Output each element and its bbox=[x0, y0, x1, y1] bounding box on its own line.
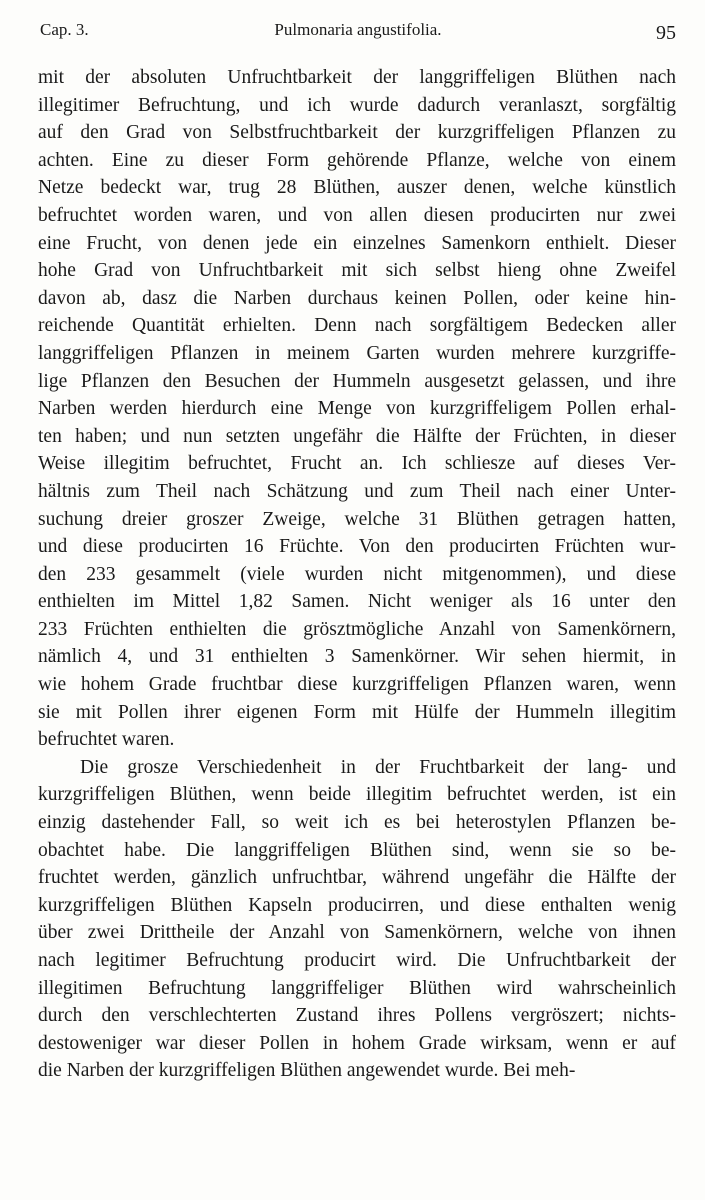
text-line: wie hohem Grade fruchtbar diese kurzgriffeligen Pflanzen waren, wenn bbox=[38, 674, 676, 696]
text-line: reichende Quantität erhielten. Denn nach sorgfältigem Bedecken aller bbox=[38, 315, 676, 337]
text-line: durch den verschlechterten Zustand ihres Pollens vergröszert; nichts- bbox=[38, 1005, 676, 1027]
text-line: über zwei Drittheile der Anzahl von Samenkörnern, welche von ihnen bbox=[38, 922, 676, 944]
text-line: befruchtet worden waren, und von allen diesen producirten nur zwei bbox=[38, 204, 676, 226]
running-header bbox=[40, 18, 676, 44]
text-line: illegitimer Befruchtung, und ich wurde dadurch veranlaszt, sorgfältig bbox=[38, 94, 676, 116]
chapter-label: Cap. 3. bbox=[40, 20, 89, 39]
text-line: Netze bedeckt war, trug 28 Blüthen, auszer denen, welche künstlich bbox=[38, 177, 676, 199]
text-line: enthielten im Mittel 1,82 Samen. Nicht weniger als 16 unter den bbox=[38, 591, 676, 613]
text-line: 233 Früchten enthielten die grösztmögliche Anzahl von Samenkörnern, bbox=[38, 618, 676, 640]
text-line: befruchtet waren. bbox=[38, 729, 175, 751]
text-line: Narben werden hierdurch eine Menge von kurzgriffeligem Pollen erhal- bbox=[38, 398, 676, 420]
text-line: Die grosze Verschiedenheit in der Fruchtbarkeit der lang- und bbox=[80, 756, 676, 778]
text-line: suchung dreier groszer Zweige, welche 31 Blüthen getragen hatten, bbox=[38, 508, 676, 530]
text-line: nach legitimer Befruchtung producirt wird. Die Unfruchtbarkeit der bbox=[38, 950, 676, 971]
text-line: kurzgriffeligen Blüthen Kapseln producirren, und diese enthalten wenig bbox=[38, 894, 676, 916]
text-line: ten haben; und nun setzten ungefähr die Hälfte der Früchten, in dieser bbox=[38, 425, 676, 447]
text-line: hältnis zum Theil nach Schätzung und zum Theil nach einer Unter- bbox=[38, 480, 676, 502]
text-line: die Narben der kurzgriffeligen Blüthen angewendet wurde. Bei meh- bbox=[38, 1060, 576, 1082]
paragraph bbox=[38, 754, 676, 1085]
text-line: einzig dastehender Fall, so weit ich es bei heterostylen Pflanzen be- bbox=[38, 812, 676, 834]
text-line: destoweniger war dieser Pollen in hohem Grade wirksam, wenn er auf bbox=[38, 1032, 676, 1054]
text-line: fruchtet werden, gänzlich unfruchtbar, während ungefähr die Hälfte der bbox=[38, 867, 676, 889]
text-line: hohe Grad von Unfruchtbarkeit mit sich selbst hieng ohne Zweifel bbox=[38, 260, 676, 282]
text-line: sie mit Pollen ihrer eigenen Form mit Hülfe der Hummeln illegitim bbox=[38, 701, 676, 723]
page-number: 95 bbox=[656, 22, 676, 44]
text-line: achten. Eine zu dieser Form gehörende Pflanze, welche von einem bbox=[38, 149, 676, 171]
text-line: nämlich 4, und 31 enthielten 3 Samenkörner. Wir sehen hiermit, in bbox=[38, 646, 676, 668]
text-line: langgriffeligen Pflanzen in meinem Garten wurden mehrere kurzgriffe- bbox=[38, 342, 676, 364]
paragraph bbox=[38, 64, 676, 754]
text-line: lige Pflanzen den Besuchen der Hummeln ausgesetzt gelassen, und ihre bbox=[38, 370, 676, 392]
text-line: kurzgriffeligen Blüthen, wenn beide illegitim befruchtet werden, ist ein bbox=[38, 784, 676, 806]
text-line: mit der absoluten Unfruchtbarkeit der langgriffeligen Blüthen nach bbox=[38, 67, 676, 88]
text-line: und diese producirten 16 Früchte. Von den producirten Früchten wur- bbox=[38, 536, 676, 558]
body-text bbox=[38, 64, 676, 1085]
text-line: davon ab, dasz die Narben durchaus keinen Pollen, oder keine hin- bbox=[38, 287, 676, 309]
text-line: den 233 gesammelt (viele wurden nicht mitgenommen), und diese bbox=[38, 563, 676, 585]
text-line: illegitimen Befruchtung langgriffeliger Blüthen wird wahrscheinlich bbox=[38, 977, 676, 999]
text-line: auf den Grad von Selbstfruchtbarkeit der kurzgriffeligen Pflanzen zu bbox=[38, 122, 676, 144]
text-line: Weise illegitim befruchtet, Frucht an. Ich schliesze auf dieses Ver- bbox=[38, 453, 676, 475]
page-title: Pulmonaria angustifolia. bbox=[274, 20, 442, 39]
text-line: obachtet habe. Die langgriffeligen Blüthen sind, wenn sie so be- bbox=[38, 839, 676, 861]
text-line: eine Frucht, von denen jede ein einzelnes Samenkorn enthielt. Dieser bbox=[38, 232, 676, 254]
